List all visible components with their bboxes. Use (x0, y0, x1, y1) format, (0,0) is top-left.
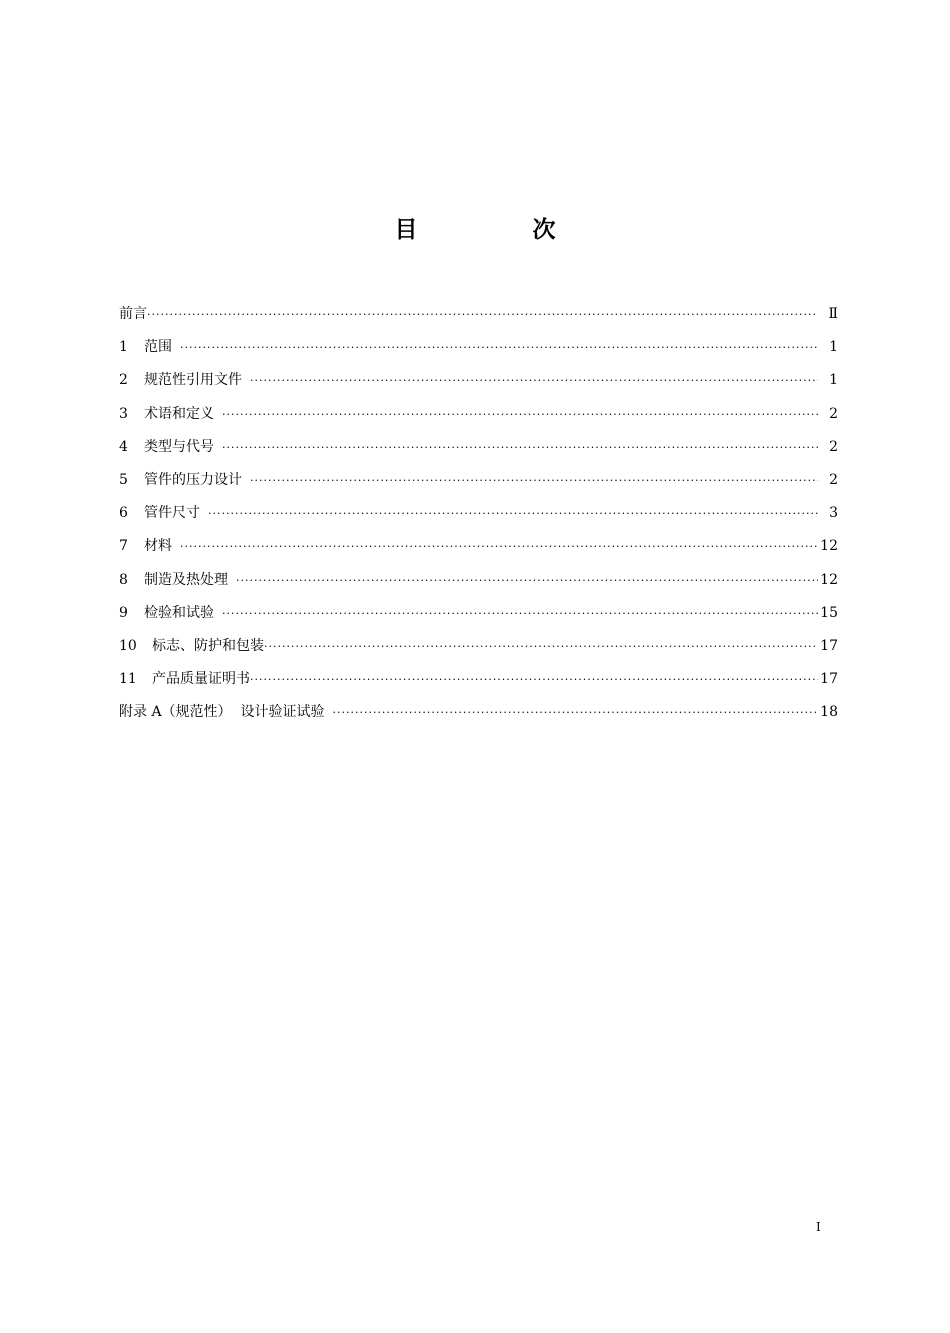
toc-entry-6[interactable] (119, 499, 838, 532)
toc-entry-title: 规范性引用文件 (144, 372, 242, 389)
page-number: I (816, 1220, 821, 1234)
toc-section-number: 1 (119, 339, 128, 356)
toc-entry-title: 附录 A（规范性） 设计验证试验 (119, 704, 325, 721)
toc-page-number: 2 (829, 471, 838, 488)
toc-entry-title: 类型与代号 (144, 438, 214, 455)
toc-entry-title: 术语和定义 (144, 405, 214, 422)
toc-section-number: 11 (119, 671, 137, 688)
toc-entry-11[interactable] (119, 665, 838, 698)
toc-entry-3[interactable] (119, 400, 838, 433)
toc-entry-preface[interactable] (119, 300, 838, 333)
toc-entry-9[interactable] (119, 599, 838, 632)
toc-dot-leader (222, 434, 818, 454)
toc-entry-7[interactable] (119, 532, 838, 565)
toc-entry-8[interactable] (119, 566, 838, 599)
toc-section-number: 8 (119, 571, 128, 588)
toc-page-number: Ⅱ (828, 306, 838, 322)
table-of-contents (119, 300, 838, 731)
toc-page-number: 12 (820, 538, 838, 555)
toc-entry-title: 前言 (119, 306, 147, 322)
toc-dot-leader (147, 301, 818, 321)
toc-dot-leader (180, 533, 818, 553)
toc-section-number: 10 (119, 637, 137, 654)
toc-page-number: 18 (820, 704, 838, 721)
toc-page-number: 3 (829, 505, 838, 522)
toc-section-number: 5 (119, 471, 128, 488)
toc-entry-5[interactable] (119, 466, 838, 499)
toc-dot-leader (180, 334, 818, 354)
toc-entry-title: 范围 (144, 339, 172, 356)
toc-entry-title: 检验和试验 (144, 604, 214, 621)
toc-section-number: 6 (119, 505, 128, 522)
toc-section-number: 2 (119, 372, 128, 389)
toc-dot-leader (332, 699, 818, 719)
toc-page-number: 1 (829, 372, 838, 389)
toc-entry-2[interactable] (119, 366, 838, 399)
toc-dot-leader (236, 567, 818, 587)
toc-entry-10[interactable] (119, 632, 838, 665)
toc-entry-title: 管件尺寸 (144, 505, 200, 522)
toc-page-number: 2 (829, 438, 838, 455)
toc-dot-leader (250, 367, 818, 387)
toc-page-number: 1 (829, 339, 838, 356)
toc-entry-title: 产品质量证明书 (152, 671, 250, 688)
toc-section-number: 7 (119, 538, 128, 555)
toc-entry-appendix-a[interactable] (119, 698, 838, 731)
toc-section-number: 3 (119, 405, 128, 422)
toc-dot-leader (208, 500, 818, 520)
toc-page-number: 12 (820, 571, 838, 588)
toc-section-number: 9 (119, 604, 128, 621)
toc-page-number: 15 (820, 604, 838, 621)
toc-entry-title: 标志、防护和包装 (152, 637, 264, 654)
toc-entry-title: 制造及热处理 (144, 571, 228, 588)
toc-entry-4[interactable] (119, 433, 838, 466)
toc-page-number: 17 (820, 671, 838, 688)
toc-dot-leader (222, 600, 818, 620)
toc-dot-leader (250, 467, 818, 487)
toc-page-number: 2 (829, 405, 838, 422)
toc-entry-title: 材料 (144, 538, 172, 555)
toc-dot-leader (250, 666, 818, 686)
toc-entry-title: 管件的压力设计 (144, 471, 242, 488)
toc-section-number: 4 (119, 438, 128, 455)
page-title: 目 次 (394, 217, 602, 243)
toc-entry-1[interactable] (119, 333, 838, 366)
toc-page-number: 17 (820, 637, 838, 654)
toc-dot-leader (264, 633, 818, 653)
toc-dot-leader (222, 401, 818, 421)
